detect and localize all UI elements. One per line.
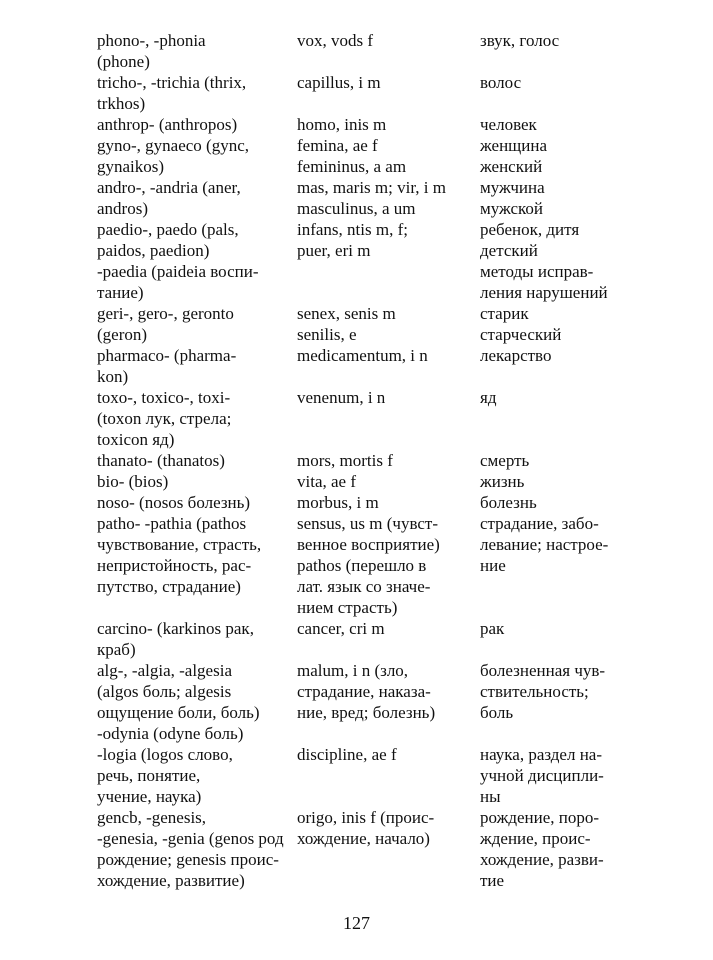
latin-equivalent-cell: femina, ae f femininus, a am — [297, 136, 407, 176]
table-row — [97, 135, 617, 177]
greek-element-cell: alg-, -algia, -algesia (algos боль; algesis ощущение боли, боль) — [97, 661, 260, 722]
greek-element-cell: tricho-, -trichia (thrix, trkhos) — [97, 73, 247, 113]
table-row — [97, 513, 617, 618]
latin-equivalent-cell: sensus, us m (чувст- венное восприятие) pathos (перешло в лат. язык со значе- нием страсть) — [297, 514, 440, 617]
russian-meaning-cell — [480, 723, 617, 744]
latin-equivalent-cell: medicamentum, i n — [297, 346, 428, 365]
greek-element-cell: bio- (bios) — [97, 472, 169, 491]
table-row — [97, 261, 617, 303]
latin-equivalent-cell: malum, i n (зло, страдание, наказа- ние, вред; болезнь) — [297, 661, 436, 722]
russian-meaning-cell: старик старческий — [480, 304, 562, 344]
table-row — [97, 492, 617, 513]
latin-equivalent-cell: origo, inis f (проис- хождение, начало) — [297, 808, 435, 848]
russian-meaning-cell: рак — [480, 619, 505, 638]
russian-meaning-cell: мужчина мужской — [480, 178, 545, 218]
table-row — [97, 177, 617, 219]
latin-equivalent-cell: senex, senis m senilis, e — [297, 304, 396, 344]
greek-element-cell: -odynia (odyne боль) — [97, 724, 244, 743]
latin-equivalent-cell: morbus, i m — [297, 493, 379, 512]
greek-element-cell: gyno-, gynaeco (gync, gynaikos) — [97, 136, 250, 176]
latin-equivalent-cell: mors, mortis f — [297, 451, 393, 470]
latin-equivalent-cell — [297, 261, 480, 303]
latin-equivalent-cell: mas, maris m; vir, i m masculinus, a um — [297, 178, 446, 218]
latin-equivalent-cell: vox, vods f — [297, 31, 374, 50]
russian-meaning-cell: методы исправ- ления нарушений — [480, 262, 608, 302]
greek-element-cell: thanato- (thanatos) — [97, 451, 225, 470]
table-row — [97, 219, 617, 261]
russian-meaning-cell: рождение, поро- ждение, проис- хождение, разви- тие — [480, 808, 604, 890]
table-row — [97, 723, 617, 744]
russian-meaning-cell: страдание, забо- левание; настрое- ние — [480, 514, 609, 575]
greek-element-cell: andro-, -andria (aner, andros) — [97, 178, 241, 218]
terminology-table — [97, 30, 617, 891]
table-row — [97, 744, 617, 807]
greek-element-cell: gencb, -genesis, -genesia, -genia (genos род рождение; genesis проис- хождение, развитие) — [97, 808, 284, 890]
page-number: 127 — [343, 913, 370, 933]
table-row — [97, 471, 617, 492]
table-row — [97, 345, 617, 387]
table-row — [97, 807, 617, 891]
greek-element-cell: anthrop- (anthropos) — [97, 115, 238, 134]
greek-element-cell: geri-, gero-, geronto (geron) — [97, 304, 234, 344]
latin-equivalent-cell: infans, ntis m, f; puer, eri m — [297, 220, 408, 260]
table-row — [97, 303, 617, 345]
russian-meaning-cell: волос — [480, 73, 522, 92]
table-row — [97, 450, 617, 471]
table-row — [97, 30, 617, 72]
russian-meaning-cell: смерть — [480, 451, 530, 470]
table-row — [97, 387, 617, 450]
russian-meaning-cell: болезнь — [480, 493, 537, 512]
latin-equivalent-cell: discipline, ae f — [297, 745, 397, 764]
latin-equivalent-cell: vita, ae f — [297, 472, 356, 491]
russian-meaning-cell: болезненная чув- ствительность; боль — [480, 661, 606, 722]
greek-element-cell: paedio-, paedo (pals, paidos, paedion) — [97, 220, 239, 260]
table-row — [97, 618, 617, 660]
latin-equivalent-cell — [297, 723, 480, 744]
greek-element-cell: -logia (logos слово, речь, понятие, учение, наука) — [97, 745, 233, 806]
table-row — [97, 114, 617, 135]
greek-element-cell: toxo-, toxico-, toxi- (toxon лук, стрела; toxicon яд) — [97, 388, 232, 449]
russian-meaning-cell: звук, голос — [480, 31, 560, 50]
greek-element-cell: patho- -pathia (pathos чувствование, страсть, непристойность, рас- путство, страдание) — [97, 514, 262, 596]
russian-meaning-cell: яд — [480, 388, 497, 407]
russian-meaning-cell: жизнь — [480, 472, 525, 491]
russian-meaning-cell: человек — [480, 115, 537, 134]
table-row — [97, 72, 617, 114]
russian-meaning-cell: лекарство — [480, 346, 552, 365]
greek-element-cell: carcino- (karkinos рак, краб) — [97, 619, 254, 659]
latin-equivalent-cell: cancer, cri m — [297, 619, 385, 638]
russian-meaning-cell: женщина женский — [480, 136, 547, 176]
russian-meaning-cell: ребенок, дитя детский — [480, 220, 580, 260]
greek-element-cell: noso- (nosos болезнь) — [97, 493, 251, 512]
table-row — [97, 660, 617, 723]
latin-equivalent-cell: capillus, i m — [297, 73, 381, 92]
latin-equivalent-cell: homo, inis m — [297, 115, 387, 134]
greek-element-cell: phono-, -phonia (phone) — [97, 31, 206, 71]
russian-meaning-cell: наука, раздел на- учной дисципли- ны — [480, 745, 604, 806]
greek-element-cell: pharmaco- (pharma- kon) — [97, 346, 237, 386]
greek-element-cell: -paedia (paideia воспи- тание) — [97, 262, 259, 302]
latin-equivalent-cell: venenum, i n — [297, 388, 386, 407]
